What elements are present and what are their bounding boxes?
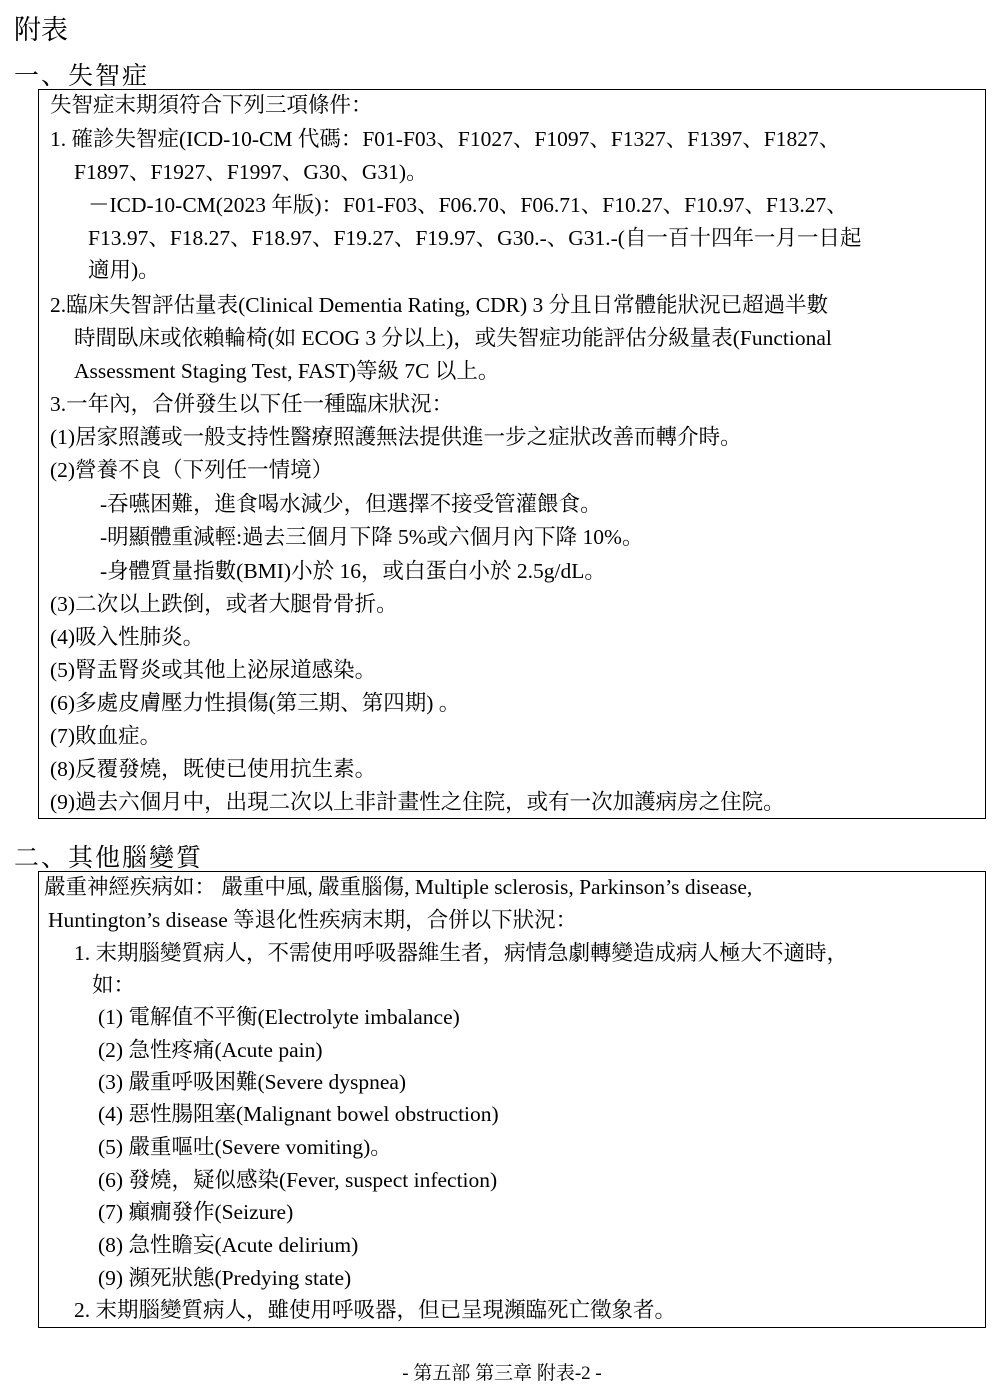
- section2-line: 1. 末期腦變質病人，不需使用呼吸器維生者，病情急劇轉變造成病人極大不適時，: [74, 941, 849, 965]
- section1-line: (8)反覆發燒，既使已使用抗生素。: [50, 757, 377, 781]
- section1-line: －ICD-10-CM(2023 年版)：F01-F03、F06.70、F06.71、F10.27、F10.97、F13.27、: [88, 193, 848, 217]
- section1-line: Assessment Staging Test, FAST)等級 7C 以上。: [74, 359, 500, 383]
- section1-line: 2.臨床失智評估量表(Clinical Dementia Rating, CDR) 3 分且日常體能狀況已超過半數: [50, 293, 829, 317]
- section1-line: F13.97、F18.27、F18.97、F19.27、F19.97、G30.-、G31.-(自一百十四年一月一日起: [88, 226, 862, 250]
- section2-line: (9) 瀕死狀態(Predying state): [98, 1266, 352, 1290]
- section1-line: 時間臥床或依賴輪椅(如 ECOG 3 分以上)，或失智症功能評估分級量表(Functional: [74, 326, 832, 350]
- section1-line: 3.一年內，合併發生以下任一種臨床狀況：: [50, 392, 454, 416]
- section1-heading: 一、失智症: [14, 63, 150, 90]
- section1-line: 1. 確診失智症(ICD-10-CM 代碼：F01-F03、F1027、F1097、F1327、F1397、F1827、: [50, 127, 841, 151]
- section2-line: (6) 發燒，疑似感染(Fever, suspect infection): [98, 1168, 498, 1192]
- section1-line: (7)敗血症。: [50, 724, 162, 748]
- section2-line: 2. 末期腦變質病人，雖使用呼吸器，但已呈現瀕臨死亡徵象者。: [74, 1298, 677, 1322]
- section2-line: (2) 急性疼痛(Acute pain): [98, 1038, 323, 1062]
- section1-line: (4)吸入性肺炎。: [50, 625, 205, 649]
- section2-line: (8) 急性瞻妄(Acute delirium): [98, 1233, 359, 1257]
- section1-line: F1897、F1927、F1997、G30、G31)。: [74, 160, 428, 184]
- section1-line: -吞嚥困難，進食喝水減少，但選擇不接受管灌餵食。: [100, 492, 602, 516]
- section1-line: (1)居家照護或一般支持性醫療照護無法提供進一步之症狀改善而轉介時。: [50, 425, 742, 449]
- section2-line: (3) 嚴重呼吸困難(Severe dyspnea): [98, 1070, 407, 1094]
- section2-line: 如：: [92, 973, 136, 997]
- section1-line: (2)營養不良（下列任一情境）: [50, 458, 334, 482]
- section2-heading: 二、其他腦變質: [14, 845, 204, 872]
- section2-line: (4) 惡性腸阻塞(Malignant bowel obstruction): [98, 1102, 499, 1126]
- section2-line: 嚴重神經疾病如： 嚴重中風, 嚴重腦傷, Multiple sclerosis, Parkinson’s disease,: [44, 875, 753, 899]
- section1-line: 適用)。: [88, 258, 160, 282]
- section1-line: (5)腎盂腎炎或其他上泌尿道感染。: [50, 658, 377, 682]
- page-title: 附表: [14, 15, 68, 45]
- section1-line: (9)過去六個月中，出現二次以上非計畫性之住院，或有一次加護病房之住院。: [50, 790, 785, 814]
- section1-line: 失智症末期須符合下列三項條件：: [50, 93, 373, 117]
- page-footer: - 第五部 第三章 附表-2 -: [402, 1363, 602, 1384]
- section2-line: (1) 電解值不平衡(Electrolyte imbalance): [98, 1005, 460, 1029]
- section1-line: (3)二次以上跌倒，或者大腿骨骨折。: [50, 592, 398, 616]
- section1-line: (6)多處皮膚壓力性損傷(第三期、第四期) 。: [50, 691, 461, 715]
- section2-line: (7) 癲癇發作(Seizure): [98, 1200, 294, 1224]
- section2-box: [38, 871, 986, 1328]
- section2-line: (5) 嚴重嘔吐(Severe vomiting)。: [98, 1135, 392, 1159]
- section2-line: Huntington’s disease 等退化性疾病末期，合併以下狀況：: [48, 908, 578, 932]
- section1-line: -明顯體重減輕:過去三個月下降 5%或六個月內下降 10%。: [100, 525, 644, 549]
- section1-line: -身體質量指數(BMI)小於 16，或白蛋白小於 2.5g/dL。: [100, 559, 606, 583]
